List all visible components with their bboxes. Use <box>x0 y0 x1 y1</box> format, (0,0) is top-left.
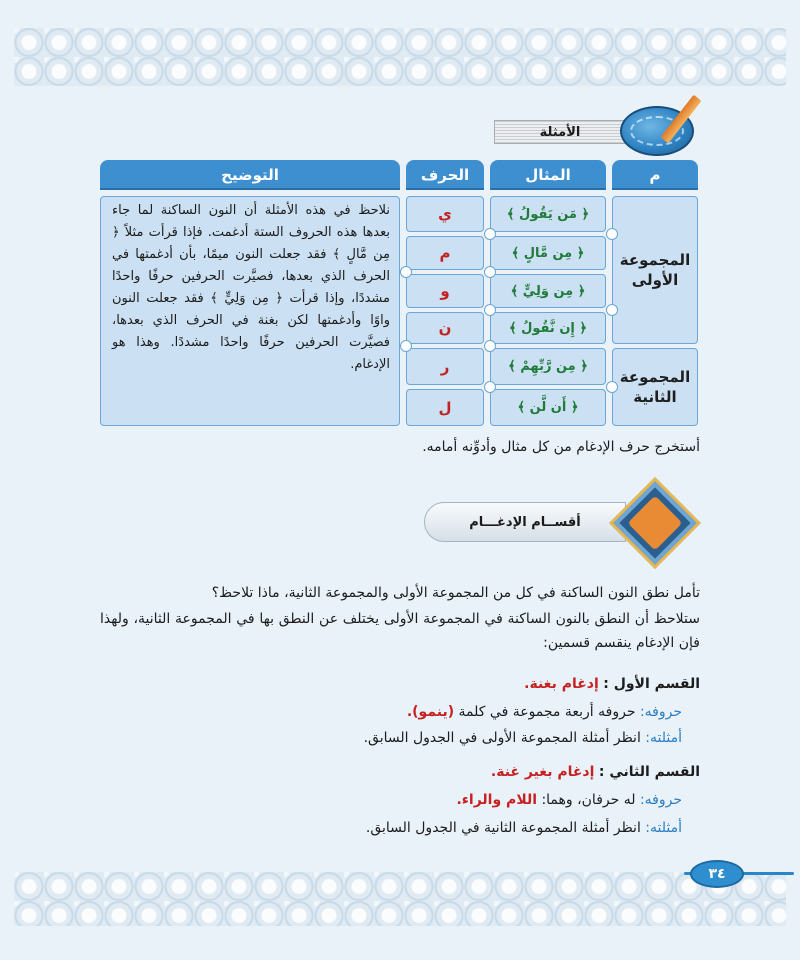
letter-cell: ل <box>406 389 484 426</box>
example-cell: ﴿ مِن رَّبِّهِمْ ﴾ <box>490 348 606 385</box>
example-cell: ﴿ أَن لَّن ﴾ <box>490 389 606 426</box>
joint-knob <box>606 228 618 240</box>
joint-knob <box>400 340 412 352</box>
page-number: ٣٤ <box>690 860 744 888</box>
part-2-letters-label: حروفه: <box>639 792 682 808</box>
examples-title: الأمثلة <box>494 120 625 144</box>
part-1-letters-text: حروفه أربعة مجموعة في كلمة <box>458 704 636 720</box>
page-number-badge <box>684 860 794 886</box>
paragraph-question: تأمل نطق النون الساكنة في كل من المجموعة الأولى والمجموعة الثانية، ماذا تلاحظ؟ <box>211 585 700 601</box>
joint-knob <box>484 304 496 316</box>
header-explanation: التوضيح <box>100 160 400 190</box>
joint-knob <box>400 266 412 278</box>
part-1-letters <box>407 700 682 724</box>
part-1-name: إدغام بغنة. <box>524 676 599 692</box>
example-cell: ﴿ مَن يَقُولُ ﴾ <box>490 196 606 232</box>
part-2-letters-text: له حرفان، وهما: <box>541 792 636 808</box>
header-number: م <box>612 160 698 190</box>
part-1-label: القسم الأول : <box>603 676 700 692</box>
part-1-examples <box>364 726 682 750</box>
joint-knob <box>606 381 618 393</box>
part-2-examples <box>366 816 682 840</box>
letter-cell: ن <box>406 312 484 344</box>
letter-cell: و <box>406 274 484 308</box>
part-2-letters <box>456 788 682 812</box>
part-2-name: إدغام بغير غنة. <box>490 764 595 780</box>
group-2-text: المجموعة الثانية <box>619 367 691 406</box>
part-1-examples-label: أمثلته: <box>645 730 682 746</box>
letter-cell: م <box>406 236 484 270</box>
joint-knob <box>484 228 496 240</box>
letter-cell: ر <box>406 348 484 385</box>
joint-knob <box>484 266 496 278</box>
part-1-examples-text: انظر أمثلة المجموعة الأولى في الجدول السابق. <box>363 730 641 746</box>
explanation-text: نلاحظ في هذه الأمثلة أن النون الساكنة لما جاء بعدها هذه الحروف الستة أدغمت. فإذا قرأت مثلاً ﴿ مِن مَّالٍ ﴾ فقد جعلت النون ميمًا، بأن أدغمتها في الحرف الذي بعدها، فصيَّرت الحرفين حرفًا واحدًا مشددًا، وإذا قرأت ﴿ مِن وَلِيٍّ ﴾ فقد جعلت النون واوًا وأدغمتها لكن بغنة في الحرف الذي بعدها، فصيَّرت الحرفين حرفًا واحدًا مشددًا. وهذا هو الإدغام. <box>112 203 390 372</box>
examples-header <box>488 106 698 154</box>
decorative-bottom-band <box>14 872 786 926</box>
example-cell: ﴿ مِن مَّالٍ ﴾ <box>490 236 606 270</box>
example-cell: ﴿ مِن وَلِيٍّ ﴾ <box>490 274 606 308</box>
section-title: أقســام الإدغـــام <box>424 502 626 542</box>
part-2-letters-value: اللام والراء. <box>456 792 537 808</box>
paragraph-explanation: ستلاحظ أن النطق بالنون الساكنة في المجموعة الأولى يختلف عن النطق بها في المجموعة الثانية، ولهذا فإن الإدغام ينقسم قسمين: <box>100 611 700 651</box>
part-1-heading <box>524 672 700 696</box>
joint-knob <box>484 381 496 393</box>
extraction-note: أستخرج حرف الإدغام من كل مثال وأدوِّنه أمامه. <box>422 439 700 455</box>
group-1-label <box>612 196 698 344</box>
letter-cell: ي <box>406 196 484 232</box>
decorative-top-band <box>14 28 786 86</box>
part-1-word: (ينمو). <box>406 704 455 720</box>
ornament-tile-icon <box>609 477 701 569</box>
part-2-heading <box>491 760 700 784</box>
section-header <box>424 478 700 560</box>
example-cell: ﴿ إِن نَّقُولُ ﴾ <box>490 312 606 344</box>
joint-knob <box>606 304 618 316</box>
part-2-examples-text: انظر أمثلة المجموعة الثانية في الجدول السابق. <box>365 820 641 836</box>
header-letter: الحرف <box>406 160 484 190</box>
part-2-examples-label: أمثلته: <box>645 820 682 836</box>
header-example: المثال <box>490 160 606 190</box>
examples-table <box>100 160 698 426</box>
group-2-label <box>612 348 698 426</box>
part-1-letters-label: حروفه: <box>639 704 682 720</box>
joint-knob <box>484 340 496 352</box>
group-1-text: المجموعة الأولى <box>619 250 691 289</box>
part-2-label: القسم الثاني : <box>598 764 700 780</box>
